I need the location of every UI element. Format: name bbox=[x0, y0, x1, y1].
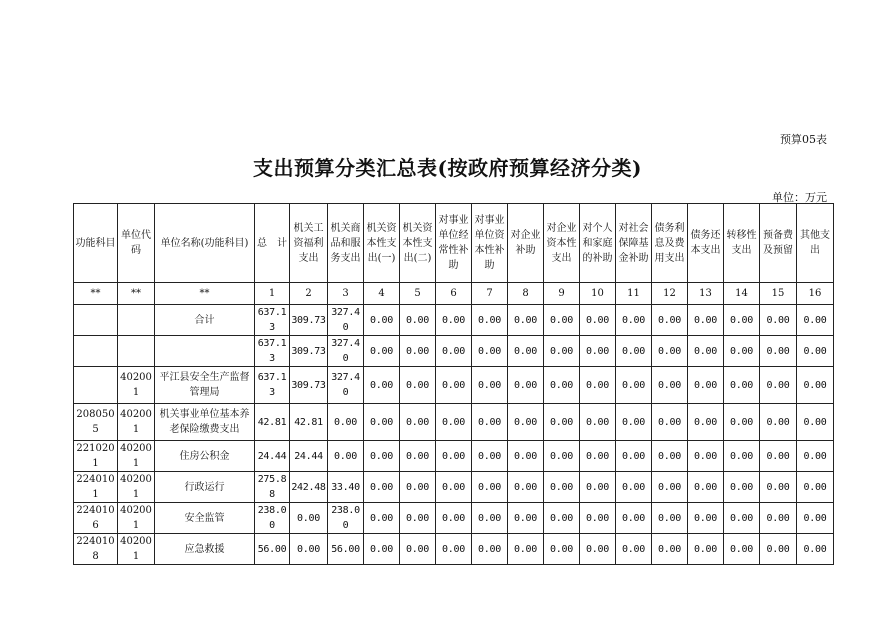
column-header: 单位名称(功能科目) bbox=[155, 204, 255, 283]
table-cell: 327.40 bbox=[328, 336, 364, 367]
table-cell: 0.00 bbox=[400, 534, 436, 565]
table-cell: 2240106 bbox=[74, 503, 118, 534]
table-cell: 0.00 bbox=[508, 472, 544, 503]
table-cell: 0.00 bbox=[580, 503, 616, 534]
table-cell: 0.00 bbox=[544, 336, 580, 367]
table-cell: 0.00 bbox=[652, 472, 688, 503]
column-header: 对社会保障基金补助 bbox=[616, 204, 652, 283]
column-header: 机关商品和服务支出 bbox=[328, 204, 364, 283]
table-cell: 0.00 bbox=[544, 404, 580, 441]
table-cell: 0.00 bbox=[400, 404, 436, 441]
table-cell: 0.00 bbox=[436, 336, 472, 367]
table-cell: 637.13 bbox=[255, 305, 290, 336]
table-cell: 0.00 bbox=[580, 404, 616, 441]
table-cell: 0.00 bbox=[580, 441, 616, 472]
table-cell: 0.00 bbox=[364, 404, 400, 441]
table-cell: 0.00 bbox=[616, 404, 652, 441]
table-cell: 0.00 bbox=[760, 336, 797, 367]
table-cell: 0.00 bbox=[797, 503, 834, 534]
column-header: 对事业单位资本性补助 bbox=[472, 204, 508, 283]
table-cell: 637.13 bbox=[255, 336, 290, 367]
table-row bbox=[74, 367, 834, 404]
table-cell: 0.00 bbox=[436, 503, 472, 534]
table-cell bbox=[118, 305, 155, 336]
table-row bbox=[74, 534, 834, 565]
table-cell: 2210201 bbox=[74, 441, 118, 472]
table-cell: 0.00 bbox=[400, 305, 436, 336]
table-cell: 0.00 bbox=[364, 534, 400, 565]
table-cell: 0.00 bbox=[616, 534, 652, 565]
index-cell: ** bbox=[74, 283, 118, 305]
table-cell: 0.00 bbox=[544, 534, 580, 565]
table-cell: 0.00 bbox=[436, 472, 472, 503]
column-header: 转移性支出 bbox=[724, 204, 760, 283]
column-header: 预备费及预留 bbox=[760, 204, 797, 283]
table-row bbox=[74, 305, 834, 336]
table-cell: 0.00 bbox=[436, 534, 472, 565]
table-cell: 0.00 bbox=[508, 404, 544, 441]
index-cell: 11 bbox=[616, 283, 652, 305]
column-header: 债务利息及费用支出 bbox=[652, 204, 688, 283]
index-cell: 15 bbox=[760, 283, 797, 305]
table-cell: 0.00 bbox=[616, 472, 652, 503]
table-cell: 2240108 bbox=[74, 534, 118, 565]
table-cell: 2080505 bbox=[74, 404, 118, 441]
unit-name-cell: 机关事业单位基本养老保险缴费支出 bbox=[155, 404, 255, 441]
table-cell: 0.00 bbox=[544, 472, 580, 503]
unit-name-cell: 应急救援 bbox=[155, 534, 255, 565]
table-cell: 402001 bbox=[118, 367, 155, 404]
table-cell: 0.00 bbox=[797, 534, 834, 565]
column-header: 机关工资福利支出 bbox=[290, 204, 328, 283]
index-cell: 6 bbox=[436, 283, 472, 305]
table-cell: 42.81 bbox=[255, 404, 290, 441]
table-cell: 0.00 bbox=[400, 441, 436, 472]
table-cell: 0.00 bbox=[760, 404, 797, 441]
table-cell: 0.00 bbox=[688, 472, 724, 503]
table-cell: 0.00 bbox=[436, 305, 472, 336]
table-cell: 0.00 bbox=[616, 441, 652, 472]
table-cell: 0.00 bbox=[797, 404, 834, 441]
table-cell: 0.00 bbox=[652, 534, 688, 565]
header-row bbox=[74, 204, 834, 283]
index-row bbox=[74, 283, 834, 305]
table-cell: 0.00 bbox=[472, 367, 508, 404]
table-row bbox=[74, 472, 834, 503]
index-cell: 8 bbox=[508, 283, 544, 305]
index-cell: 12 bbox=[652, 283, 688, 305]
table-cell: 0.00 bbox=[436, 367, 472, 404]
table-cell: 0.00 bbox=[688, 404, 724, 441]
column-header: 其他支出 bbox=[797, 204, 834, 283]
table-cell: 2240101 bbox=[74, 472, 118, 503]
page-title: 支出预算分类汇总表(按政府预算经济分类) bbox=[253, 156, 642, 180]
unit-name-cell: 安全监管 bbox=[155, 503, 255, 534]
index-cell: 14 bbox=[724, 283, 760, 305]
table-cell: 0.00 bbox=[290, 503, 328, 534]
table-cell: 0.00 bbox=[797, 472, 834, 503]
table-cell: 0.00 bbox=[472, 503, 508, 534]
table-cell: 0.00 bbox=[580, 472, 616, 503]
table-cell: 0.00 bbox=[760, 441, 797, 472]
table-cell: 0.00 bbox=[652, 367, 688, 404]
table-cell: 0.00 bbox=[652, 441, 688, 472]
table-cell: 0.00 bbox=[797, 305, 834, 336]
index-cell: 16 bbox=[797, 283, 834, 305]
table-cell bbox=[118, 336, 155, 367]
table-cell: 0.00 bbox=[724, 367, 760, 404]
table-cell: 0.00 bbox=[724, 472, 760, 503]
table-cell: 0.00 bbox=[724, 336, 760, 367]
column-header: 总 计 bbox=[255, 204, 290, 283]
table-cell: 0.00 bbox=[688, 367, 724, 404]
table-cell: 0.00 bbox=[544, 367, 580, 404]
table-cell: 0.00 bbox=[616, 336, 652, 367]
table-cell: 0.00 bbox=[508, 305, 544, 336]
budget-table bbox=[73, 203, 834, 565]
table-cell: 0.00 bbox=[364, 305, 400, 336]
table-cell: 0.00 bbox=[760, 503, 797, 534]
table-cell: 0.00 bbox=[760, 534, 797, 565]
table-cell: 327.40 bbox=[328, 367, 364, 404]
table-cell: 0.00 bbox=[472, 336, 508, 367]
table-cell: 0.00 bbox=[400, 336, 436, 367]
index-cell: ** bbox=[155, 283, 255, 305]
table-cell: 0.00 bbox=[580, 534, 616, 565]
table-number-label: 预算05表 bbox=[780, 133, 827, 146]
table-cell: 0.00 bbox=[472, 404, 508, 441]
table-cell: 24.44 bbox=[290, 441, 328, 472]
table-cell: 238.00 bbox=[255, 503, 290, 534]
column-header: 对企业补助 bbox=[508, 204, 544, 283]
table-cell: 0.00 bbox=[724, 534, 760, 565]
table-row bbox=[74, 336, 834, 367]
table-cell: 0.00 bbox=[436, 404, 472, 441]
table-cell: 309.73 bbox=[290, 367, 328, 404]
table-cell: 0.00 bbox=[328, 441, 364, 472]
column-header: 机关资本性支出(一) bbox=[364, 204, 400, 283]
unit-name-cell: 住房公积金 bbox=[155, 441, 255, 472]
table-cell: 402001 bbox=[118, 441, 155, 472]
table-cell: 0.00 bbox=[472, 472, 508, 503]
table-cell: 0.00 bbox=[797, 367, 834, 404]
table-cell: 309.73 bbox=[290, 305, 328, 336]
table-cell: 0.00 bbox=[508, 367, 544, 404]
table-cell: 0.00 bbox=[580, 305, 616, 336]
table-cell: 0.00 bbox=[797, 441, 834, 472]
column-header: 机关资本性支出(二) bbox=[400, 204, 436, 283]
table-cell: 0.00 bbox=[364, 503, 400, 534]
unit-name-cell: 行政运行 bbox=[155, 472, 255, 503]
table-cell: 0.00 bbox=[724, 305, 760, 336]
table-cell: 56.00 bbox=[328, 534, 364, 565]
table-cell: 0.00 bbox=[652, 305, 688, 336]
table-cell: 0.00 bbox=[544, 441, 580, 472]
table-cell: 33.40 bbox=[328, 472, 364, 503]
table-cell: 56.00 bbox=[255, 534, 290, 565]
table-cell: 0.00 bbox=[580, 367, 616, 404]
table-cell bbox=[74, 305, 118, 336]
table-cell: 0.00 bbox=[364, 472, 400, 503]
index-cell: 13 bbox=[688, 283, 724, 305]
table-cell: 0.00 bbox=[760, 472, 797, 503]
table-cell: 0.00 bbox=[364, 441, 400, 472]
table-cell: 0.00 bbox=[328, 404, 364, 441]
table-cell: 0.00 bbox=[472, 534, 508, 565]
table-cell: 0.00 bbox=[400, 472, 436, 503]
index-cell: 3 bbox=[328, 283, 364, 305]
table-cell: 0.00 bbox=[472, 305, 508, 336]
table-cell: 0.00 bbox=[616, 305, 652, 336]
table-cell: 402001 bbox=[118, 534, 155, 565]
index-cell: 10 bbox=[580, 283, 616, 305]
index-cell: 9 bbox=[544, 283, 580, 305]
table-cell: 0.00 bbox=[400, 367, 436, 404]
table-cell: 0.00 bbox=[580, 336, 616, 367]
table-cell: 0.00 bbox=[688, 441, 724, 472]
table-cell: 0.00 bbox=[724, 404, 760, 441]
table-row bbox=[74, 404, 834, 441]
column-header: 对企业资本性支出 bbox=[544, 204, 580, 283]
table-cell: 0.00 bbox=[652, 503, 688, 534]
table-cell: 0.00 bbox=[652, 404, 688, 441]
table-cell: 0.00 bbox=[724, 441, 760, 472]
unit-label: 单位：万元 bbox=[772, 191, 827, 204]
table-cell: 275.88 bbox=[255, 472, 290, 503]
index-cell: 2 bbox=[290, 283, 328, 305]
table-cell: 0.00 bbox=[688, 336, 724, 367]
table-cell: 0.00 bbox=[616, 367, 652, 404]
unit-name-cell bbox=[155, 336, 255, 367]
table-cell: 0.00 bbox=[544, 503, 580, 534]
table-row bbox=[74, 503, 834, 534]
index-cell: 5 bbox=[400, 283, 436, 305]
table-cell: 0.00 bbox=[508, 534, 544, 565]
table-cell: 24.44 bbox=[255, 441, 290, 472]
column-header: 对个人和家庭的补助 bbox=[580, 204, 616, 283]
table-cell: 0.00 bbox=[508, 336, 544, 367]
unit-name-cell: 平江县安全生产监督管理局 bbox=[155, 367, 255, 404]
index-cell: 1 bbox=[255, 283, 290, 305]
table-cell: 0.00 bbox=[364, 336, 400, 367]
column-header: 对事业单位经常性补助 bbox=[436, 204, 472, 283]
table-cell: 0.00 bbox=[508, 441, 544, 472]
table-cell: 0.00 bbox=[688, 305, 724, 336]
table-cell: 402001 bbox=[118, 472, 155, 503]
table-cell: 0.00 bbox=[400, 503, 436, 534]
table-cell: 0.00 bbox=[472, 441, 508, 472]
index-cell: 7 bbox=[472, 283, 508, 305]
index-cell: 4 bbox=[364, 283, 400, 305]
table-cell: 402001 bbox=[118, 503, 155, 534]
table-cell: 402001 bbox=[118, 404, 155, 441]
table-cell: 0.00 bbox=[652, 336, 688, 367]
table-cell: 0.00 bbox=[688, 503, 724, 534]
table-cell: 238.00 bbox=[328, 503, 364, 534]
unit-name-cell: 合计 bbox=[155, 305, 255, 336]
table-cell: 0.00 bbox=[290, 534, 328, 565]
table-cell: 0.00 bbox=[616, 503, 652, 534]
table-cell: 0.00 bbox=[760, 367, 797, 404]
table-cell: 327.40 bbox=[328, 305, 364, 336]
table-cell: 242.48 bbox=[290, 472, 328, 503]
table-cell: 309.73 bbox=[290, 336, 328, 367]
table-cell: 0.00 bbox=[508, 503, 544, 534]
table-cell: 0.00 bbox=[760, 305, 797, 336]
table-cell bbox=[74, 336, 118, 367]
column-header: 债务还本支出 bbox=[688, 204, 724, 283]
table-cell: 0.00 bbox=[436, 441, 472, 472]
column-header: 功能科目 bbox=[74, 204, 118, 283]
table-cell: 0.00 bbox=[688, 534, 724, 565]
table-row bbox=[74, 441, 834, 472]
table-cell: 0.00 bbox=[797, 336, 834, 367]
column-header: 单位代码 bbox=[118, 204, 155, 283]
table-cell: 0.00 bbox=[724, 503, 760, 534]
index-cell: ** bbox=[118, 283, 155, 305]
table-cell: 637.13 bbox=[255, 367, 290, 404]
table-cell bbox=[74, 367, 118, 404]
table-cell: 0.00 bbox=[364, 367, 400, 404]
table-cell: 42.81 bbox=[290, 404, 328, 441]
table-cell: 0.00 bbox=[544, 305, 580, 336]
